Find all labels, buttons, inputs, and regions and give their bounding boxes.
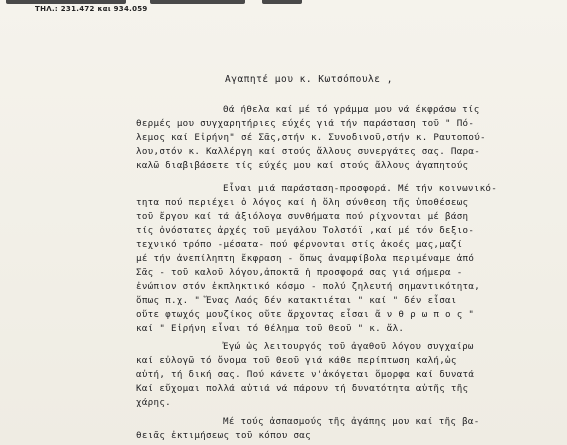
letterhead-telephone: ΤΗΛ.: 231.472 και 934.059 [35, 5, 148, 13]
body-line: Ἐγώ ὡς λειτουργός τοῦ ἀγαθοῦ λόγου συγχαίρω [223, 341, 474, 352]
body-line: καλῶ διαβιβάσετε τίς εύχές μου καί στούς ἄλλους ἀγαπητούς [136, 160, 469, 171]
salutation: Αγαπητέ μου κ. Κωτσόπουλε , [225, 74, 393, 85]
body-line: Καί εὔχομαι πολλά αὐτιά νά πάρουν τή δυνατότητα αὐτῆς τῆς [136, 383, 469, 394]
body-line: λου,στόν κ. Καλλέργη καί στούς ἄλλους συνεργάτες σας. Παρα- [136, 146, 481, 157]
body-line: καί " Εἰρήνη εἶναι τό θέλημα τοῦ Θεοῦ " κ. ἄλ. [136, 323, 405, 334]
body-line: χάρης. [136, 397, 171, 408]
body-line: καί εὐλογῶ τό ὄνομα τοῦ Θεοῦ γιά κάθε περίπτωση καλή,ὡς [136, 355, 457, 366]
body-line: Σᾶς - τοῦ καλοῦ λόγου,ἀποκτᾶ ἡ προσφορά σας γιά σήμερα - [136, 267, 463, 278]
body-line: θειᾶς ἐκτιμήσεως τοῦ κόπου σας [136, 430, 311, 441]
body-line: Θά ήθελα καί μέ τό γράμμα μου νά έκφράσω τίς [223, 104, 480, 115]
body-line: μέ τήν ἀνεπίληπτη ἔκφραση - ὅπως ἀναμφίβολα περιμέναμε ἀπό [136, 253, 475, 264]
body-line: τεχνικό τρόπο -μέσατα- πού φέρνονται στίς ἀκοές μας,μαζί [136, 239, 463, 250]
body-line: θερμές μου συγχαρητήριες εύχές γιά τήν παράσταση τοῦ " Πό- [136, 118, 475, 129]
body-line: Εἶναι μιά παράσταση-προσφορά. Μέ τήν κοινωνικό- [223, 183, 498, 194]
body-line: λεμος καί Εἰρήνη" σέ Σᾶς,στήν κ. Συνοδινοῦ,στήν κ. Ραυτοπού- [136, 132, 486, 143]
body-line: ὅπως π.χ. " Ἕνας Λαός δέν κατακτιέται " καί " δέν εἶσαι [136, 295, 457, 306]
body-line: αὐτή, τή δική σας. Πού κάνετε ν'ἀκόγεται ὅμορφα καί δυνατά [136, 369, 475, 380]
body-line: Μέ τούς ἀσπασμούς τῆς ἀγάπης μου καί τῆς βα- [223, 416, 480, 427]
body-line: τητα πού περιέχει ὁ λόγος καί ἡ ὅλη σύνθεση τῆς ὑποθέσεως [136, 197, 469, 208]
body-line: οὔτε φτωχός μουζίκος οὔτε ἄρχοντας εἶσαι ἄ ν θ ρ ω π ο ς " [136, 309, 475, 320]
body-line: τίς ὀνόστατες ἀρχές τοῦ μεγάλου Τολστόϊ ,καί μέ τόν δεξιο- [136, 225, 475, 236]
body-line: τοῦ ἔργου καί τά ἀξιόλογα συνθήματα πού ρίχνονται μέ βάση [136, 211, 469, 222]
body-line: ἐνώπιον στόν ἐκπληκτικό κόσμο - πολύ ζηλευτή σημαντικότητα, [136, 281, 481, 292]
